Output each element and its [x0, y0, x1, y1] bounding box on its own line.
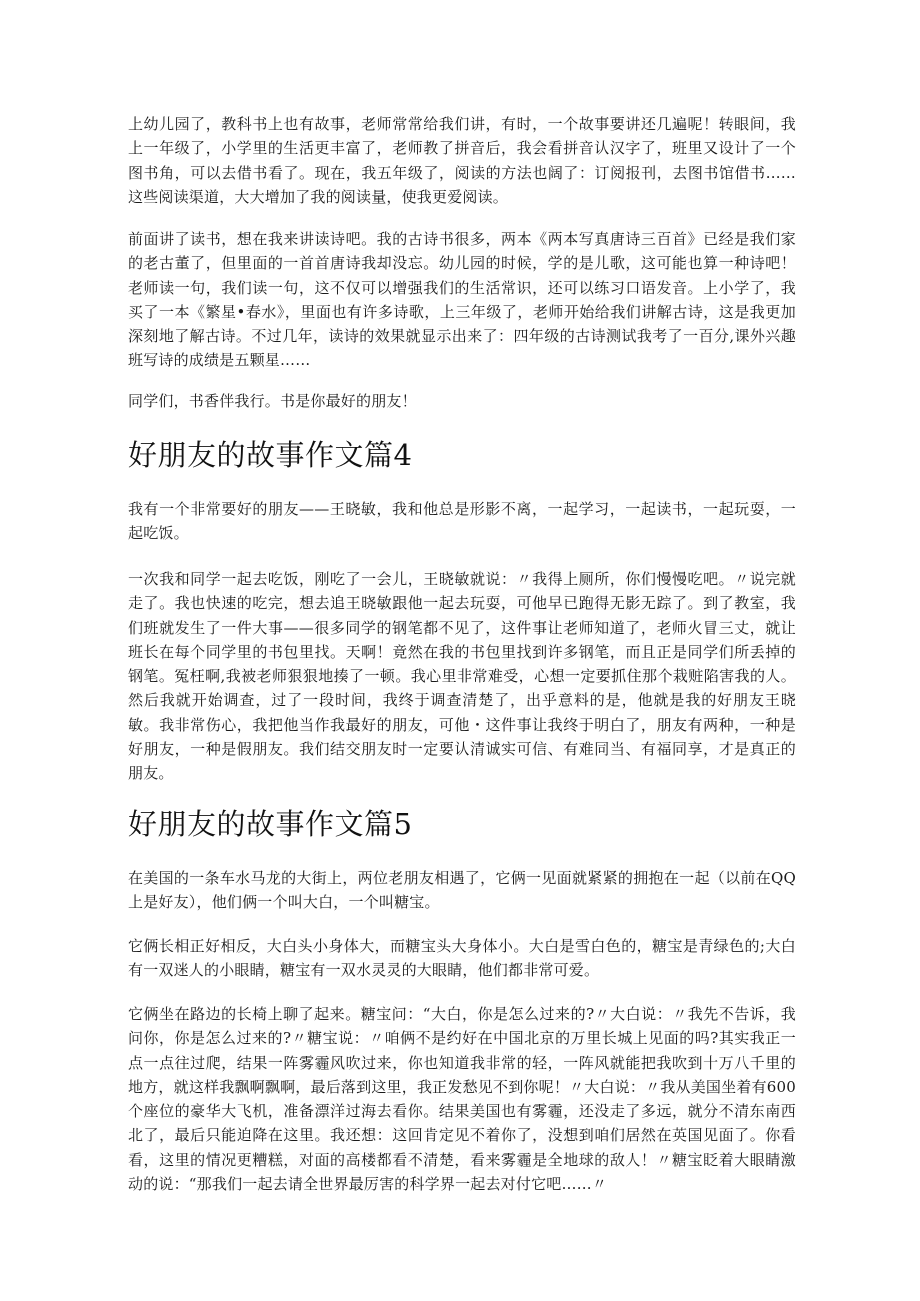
- heading-essay-4: 好朋友的故事作文篇4: [128, 438, 413, 472]
- paragraph-reading-poems: 前面讲了读书，想在我来讲读诗吧。我的古诗书很多，两本《两本写真唐诗三百首》已经是我们家的老古董了，但里面的一首首唐诗我却没忘。幼儿园的时候，学的是儿歌，这可能也算一种诗吧！老师读一句，我们读一句，这不仅可以增强我们的生活常识，还可以练习口语发音。上小学了，我买了一本《繁星•春水》，里面也有许多诗歌，上三年级了，老师开始给我们讲解古诗，这是我更加深刻地了解古诗。不过几年，读诗的效果就显示出来了：四年级的古诗测试我考了一百分,课外兴趣班写诗的成绩是五颗星……: [128, 230, 796, 370]
- paragraph-essay5-intro: 在美国的一条车水马龙的大街上，两位老朋友相遇了，它俩一见面就紧紧的拥抱在一起（以前在QQ上是好友），他们俩一个叫大白，一个叫糖宝。: [128, 869, 796, 912]
- paragraph-reading-growth: 上幼儿园了，教科书上也有故事，老师常常给我们讲，有时，一个故事要讲还几遍呢！转眼间，我上一年级了，小学里的生活更丰富了，老师教了拼音后，我会看拼音认汉字了，班里又设计了一个图书角，可以去借书看了。现在，我五年级了，阅读的方法也阔了：订阅报刊，去图书馆借书……这些阅读渠道，大大增加了我的阅读量，使我更爱阅读。: [128, 115, 796, 206]
- paragraph-essay4-intro: 我有一个非常要好的朋友——王晓敏，我和他总是形影不离，一起学习，一起读书，一起玩耍，一起吃饭。: [128, 500, 796, 543]
- paragraph-essay5-looks: 它俩长相正好相反，大白头小身体大，而糖宝头大身体小。大白是雪白色的，糖宝是青绿色的;大白有一双迷人的小眼睛，糖宝有一双水灵灵的大眼睛，他们都非常可爱。: [128, 937, 796, 980]
- paragraph-closing: 同学们，书香伴我行。书是你最好的朋友！: [128, 392, 417, 410]
- paragraph-essay5-dialogue: 它俩坐在路边的长椅上聊了起来。糖宝问：“大白，你是怎么过来的?〃大白说：〃我先不告诉，我问你，你是怎么过来的?〃糖宝说：〃咱俩不是约好在中国北京的万里长城上见面的吗?其实我正一点一点往过爬，结果一阵雾霾风吹过来，你也知道我非常的轻，一阵风就能把我吹到十万八千里的地方，就这样我飘啊飘啊，最后落到这里，我正发愁见不到你呢！〃大白说：〃我从美国坐着有600个座位的豪华大飞机，准备漂洋过海去看你。结果美国也有雾霾，还没走了多远，就分不清东南西北了，最后只能迫降在这里。我还想：这回肯定见不着你了，没想到咱们居然在英国见面了。你看看，这里的情况更糟糕，对面的高楼都看不清楚，看来雾霾是全地球的敌人！〃糖宝眨着大眼睛激动的说：“那我们一起去请全世界最厉害的科学界一起去对付它吧……〃: [128, 1005, 796, 1194]
- paragraph-essay4-story: 一次我和同学一起去吃饭，刚吃了一会儿，王晓敏就说：〃我得上厕所，你们慢慢吃吧。〃说完就走了。我也快速的吃完，想去追王晓敏跟他一起去玩耍，可他早已跑得无影无踪了。到了教室，我们班就发生了一件大事——很多同学的钢笔都不见了，这件事让老师知道了，老师火冒三丈，就让班长在每个同学里的书包里找。天啊！竟然在我的书包里找到许多钢笔，而且正是同学们所丢掉的钢笔。冤枉啊,我被老师狠狠地揍了一顿。我心里非常难受，心想一定要抓住那个栽赃陷害我的人。然后我就开始调查，过了一段时间，我终于调查清楚了，出乎意料的是，他就是我的好朋友王晓敏。我非常伤心，我把他当作我最好的朋友，可他・这件事让我终于明白了，朋友有两种，一种是好朋友，一种是假朋友。我们结交朋友时一定要认清诚实可信、有难同当、有福同享，才是真正的朋友。: [128, 570, 796, 783]
- heading-essay-5: 好朋友的故事作文篇5: [128, 807, 413, 841]
